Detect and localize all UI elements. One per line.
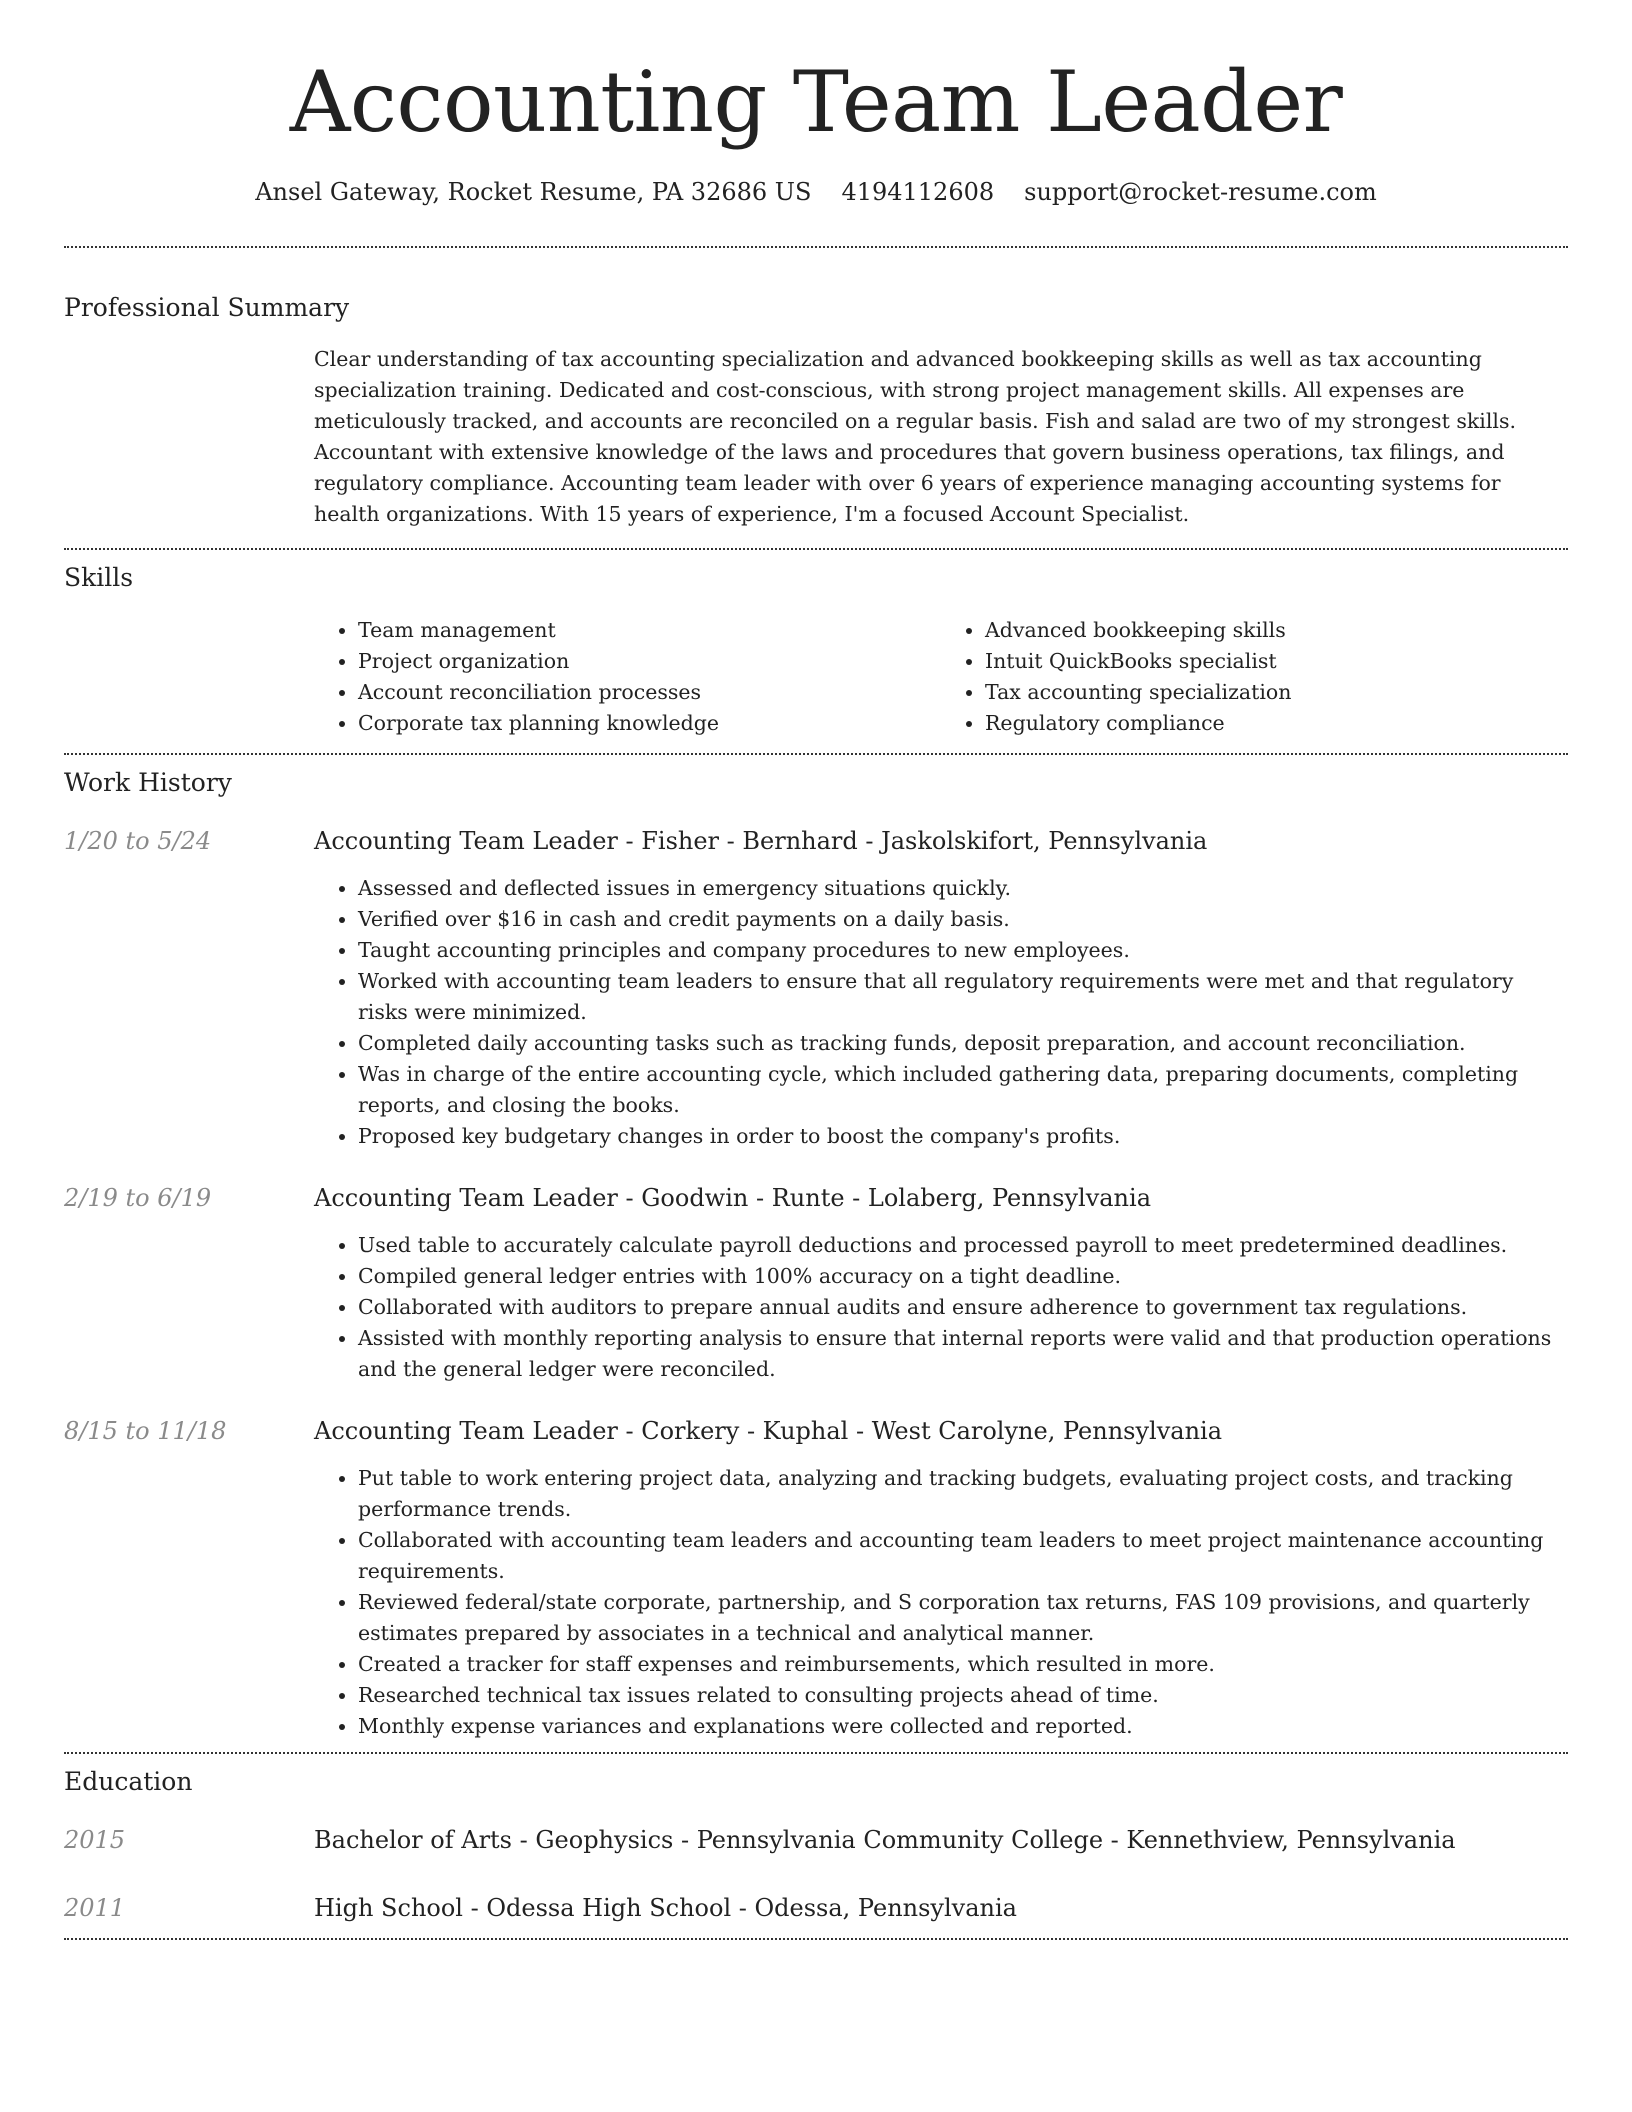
job-bullet: • Was in charge of the entire accounting cycle, which included gathering data, preparing documents, completing reports, and closing the books. <box>358 1059 1568 1121</box>
job-title: Accounting Team Leader - Fisher - Bernhard - Jaskolskifort, Pennsylvania <box>314 827 1208 855</box>
skill-item: • Advanced bookkeeping skills <box>985 615 1568 646</box>
job-dates: 2/19 to 6/19 <box>64 1184 212 1212</box>
skill-item: • Corporate tax planning knowledge <box>358 708 941 739</box>
job-dates: 1/20 to 5/24 <box>64 827 212 855</box>
work-section <box>64 755 1568 1752</box>
job-bullet: • Verified over $16 in cash and credit payments on a daily basis. <box>358 904 1568 935</box>
skills-list-left <box>314 615 941 739</box>
resume-name: Accounting Team Leader <box>289 53 1343 151</box>
education-title: Bachelor of Arts - Geophysics - Pennsylvania Community College - Kennethview, Pennsylvania <box>314 1826 1456 1854</box>
job-bullets <box>314 1463 1568 1742</box>
job-bullet: • Proposed key budgetary changes in order to boost the company's profits. <box>358 1121 1568 1152</box>
skill-item: • Tax accounting specialization <box>985 677 1568 708</box>
contact-email: support@rocket-resume.com <box>1024 178 1377 206</box>
education-entry <box>64 1824 1568 1856</box>
job-bullet: • Completed daily accounting tasks such as tracking funds, deposit preparation, and account reconciliation. <box>358 1028 1568 1059</box>
summary-heading: Professional Summary <box>64 293 350 322</box>
job-entry <box>64 1182 1568 1385</box>
job-entry <box>64 825 1568 1152</box>
skills-list-right <box>941 615 1568 739</box>
job-bullet: • Monthly expense variances and explanations were collected and reported. <box>358 1711 1568 1742</box>
job-entry <box>64 1415 1568 1742</box>
education-heading: Education <box>64 1767 193 1796</box>
contact-phone: 4194112608 <box>841 178 995 206</box>
job-dates: 8/15 to 11/18 <box>64 1417 227 1445</box>
job-bullets <box>314 1230 1568 1385</box>
work-heading: Work History <box>64 768 232 797</box>
job-bullet: • Researched technical tax issues related to consulting projects ahead of time. <box>358 1680 1568 1711</box>
education-entry <box>64 1892 1568 1924</box>
skills-heading: Skills <box>64 563 134 592</box>
job-title: Accounting Team Leader - Goodwin - Runte - Lolaberg, Pennsylvania <box>314 1184 1151 1212</box>
job-bullet: • Collaborated with auditors to prepare annual audits and ensure adherence to government tax regulations. <box>358 1292 1568 1323</box>
summary-text: Clear understanding of tax accounting specialization and advanced bookkeeping skills as well as tax accounting specialization training. Dedicated and cost-conscious, with strong project management skills. All expenses are meticulously tracked, and accounts are reconciled on a regular basis. Fish and salad are two of my strongest skills. Accountant with extensive knowledge of the laws and procedures that govern business operations, tax filings, and regulatory compliance. Accounting team leader with over 6 years of experience managing accounting systems for health organizations. With 15 years of experience, I'm a focused Account Specialist. <box>314 347 1516 526</box>
job-bullet: • Used table to accurately calculate payroll deductions and processed payroll to meet predetermined deadlines. <box>358 1230 1568 1261</box>
education-section <box>64 1754 1568 1938</box>
education-year: 2011 <box>64 1894 126 1922</box>
education-year: 2015 <box>64 1826 126 1854</box>
job-title: Accounting Team Leader - Corkery - Kuphal - West Carolyne, Pennsylvania <box>314 1417 1223 1445</box>
education-title: High School - Odessa High School - Odessa, Pennsylvania <box>314 1894 1017 1922</box>
education-divider <box>64 1938 1568 1940</box>
job-bullet: • Put table to work entering project data, analyzing and tracking budgets, evaluating project costs, and tracking performance trends. <box>358 1463 1568 1525</box>
skill-item: • Project organization <box>358 646 941 677</box>
skill-item: • Team management <box>358 615 941 646</box>
skill-item: • Intuit QuickBooks specialist <box>985 646 1568 677</box>
job-bullets <box>314 873 1568 1152</box>
job-bullet: • Collaborated with accounting team leaders and accounting team leaders to meet project maintenance accounting requirements. <box>358 1525 1568 1587</box>
job-bullet: • Compiled general ledger entries with 100% accuracy on a tight deadline. <box>358 1261 1568 1292</box>
skills-section <box>64 550 1568 753</box>
job-bullet: • Taught accounting principles and company procedures to new employees. <box>358 935 1568 966</box>
contact-address: Ansel Gateway, Rocket Resume, PA 32686 US <box>255 178 812 206</box>
job-bullet: • Worked with accounting team leaders to ensure that all regulatory requirements were met and that regulatory risks were minimized. <box>358 966 1568 1028</box>
skill-item: • Account reconciliation processes <box>358 677 941 708</box>
skill-item: • Regulatory compliance <box>985 708 1568 739</box>
job-bullet: • Reviewed federal/state corporate, partnership, and S corporation tax returns, FAS 109 provisions, and quarterly estimates prepared by associates in a technical and analytical manner. <box>358 1587 1568 1649</box>
contact-line <box>64 176 1568 208</box>
job-bullet: • Created a tracker for staff expenses and reimbursements, which resulted in more. <box>358 1649 1568 1680</box>
summary-section <box>64 248 1568 548</box>
job-bullet: • Assisted with monthly reporting analysis to ensure that internal reports were valid and that production operations and the general ledger were reconciled. <box>358 1323 1568 1385</box>
job-bullet: • Assessed and deflected issues in emergency situations quickly. <box>358 873 1568 904</box>
